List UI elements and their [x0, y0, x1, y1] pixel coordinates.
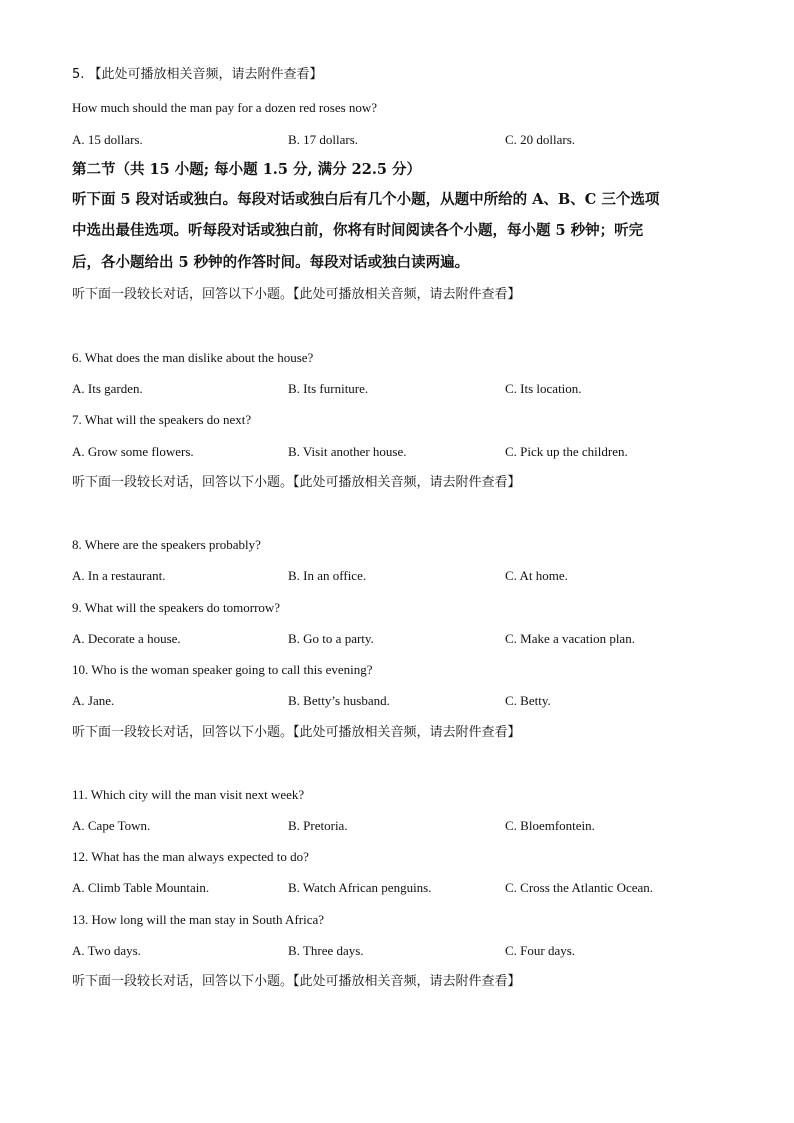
audio-note-2: 听下面一段较长对话，回答以下小题。【此处可播放相关音频，请去附件查看】 — [72, 475, 521, 490]
question-7-option-a: A. Grow some flowers. — [72, 444, 194, 459]
question-5-option-b: B. 17 dollars. — [288, 132, 359, 147]
question-8-option-a: A. In a restaurant. — [72, 568, 166, 583]
question-7-text: 7. What will the speakers do next? — [72, 412, 252, 427]
audio-note-4: 听下面一段较长对话，回答以下小题。【此处可播放相关音频，请去附件查看】 — [72, 974, 521, 989]
question-8-option-b: B. In an office. — [288, 568, 367, 583]
question-9-text: 9. What will the speakers do tomorrow? — [72, 600, 281, 615]
question-6-text: 6. What does the man dislike about the house? — [72, 350, 314, 365]
question-6-option-b: B. Its furniture. — [288, 381, 369, 396]
question-5-audio-prompt: 5. 【此处可播放相关音频，请去附件查看】 — [72, 67, 323, 82]
question-9-option-c: C. Make a vacation plan. — [505, 631, 635, 646]
question-8-option-c: C. At home. — [505, 568, 568, 583]
question-12-text: 12. What has the man always expected to do? — [72, 849, 309, 864]
question-13-option-a: A. Two days. — [72, 943, 141, 958]
question-10-option-a: A. Jane. — [72, 693, 115, 708]
question-5-option-c: C. 20 dollars. — [505, 132, 576, 147]
question-6-option-c: C. Its location. — [505, 381, 582, 396]
audio-note-3: 听下面一段较长对话，回答以下小题。【此处可播放相关音频，请去附件查看】 — [72, 725, 521, 740]
question-12-option-b: B. Watch African penguins. — [288, 880, 432, 895]
question-5-text: How much should the man pay for a dozen red roses now? — [72, 100, 378, 115]
question-9-option-b: B. Go to a party. — [288, 631, 374, 646]
question-10-text: 10. Who is the woman speaker going to call this evening? — [72, 662, 373, 677]
question-6-option-a: A. Its garden. — [72, 381, 143, 396]
question-11-text: 11. Which city will the man visit next week? — [72, 787, 305, 802]
question-5-option-a: A. 15 dollars. — [72, 132, 143, 147]
question-12-option-a: A. Climb Table Mountain. — [72, 880, 210, 895]
question-7-option-c: C. Pick up the children. — [505, 444, 628, 459]
question-11-option-c: C. Bloemfontein. — [505, 818, 595, 833]
question-11-option-a: A. Cape Town. — [72, 818, 151, 833]
question-13-text: 13. How long will the man stay in South Africa? — [72, 912, 325, 927]
section-2-heading: 第二节（共 15 小题; 每小题 1.5 分, 满分 22.5 分） — [72, 161, 422, 178]
question-8-text: 8. Where are the speakers probably? — [72, 537, 261, 552]
question-13-option-c: C. Four days. — [505, 943, 576, 958]
question-12-option-c: C. Cross the Atlantic Ocean. — [505, 880, 654, 895]
question-7-option-b: B. Visit another house. — [288, 444, 407, 459]
section-2-instruction-line-3: 后，各小题给出 5 秒钟的作答时间。每段对话或独白读两遍。 — [72, 254, 470, 271]
audio-note-1: 听下面一段较长对话，回答以下小题。【此处可播放相关音频，请去附件查看】 — [72, 287, 521, 302]
question-10-option-b: B. Betty’s husband. — [288, 693, 390, 708]
question-9-option-a: A. Decorate a house. — [72, 631, 181, 646]
question-10-option-c: C. Betty. — [505, 693, 551, 708]
question-13-option-b: B. Three days. — [288, 943, 364, 958]
question-11-option-b: B. Pretoria. — [288, 818, 348, 833]
section-2-instruction-line-2: 中选出最佳选项。听每段对话或独白前，你将有时间阅读各个小题，每小题 5 秒钟；听完 — [72, 222, 644, 239]
section-2-instruction-line-1: 听下面 5 段对话或独白。每段对话或独白后有几个小题，从题中所给的 A、B、C 三个选项 — [72, 191, 660, 208]
